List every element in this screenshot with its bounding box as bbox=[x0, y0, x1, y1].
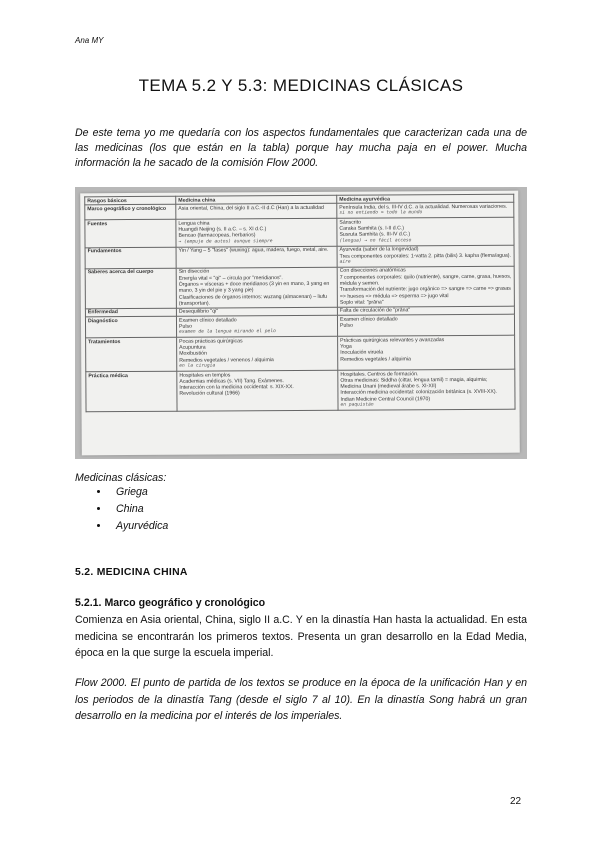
cell-line: Soplo vital: "prāna" bbox=[339, 299, 384, 306]
cell-line: Academias médicas (s. VII) Tang. Exámenes. bbox=[179, 377, 284, 385]
cell-line: Pocas prácticas quirúrgicas bbox=[179, 338, 243, 345]
cell-line: Acupuntura bbox=[179, 344, 206, 351]
page-number: 22 bbox=[510, 796, 522, 807]
list-item: • Griega bbox=[110, 484, 168, 501]
cell-medicina-ayurvedica bbox=[337, 203, 514, 219]
cell-line: Prácticas quirúrgicas relevantes y avanzadas bbox=[340, 336, 445, 344]
cell-line: Interacción medicina occidental: colonización británica (s. XVIII-XX). Indian Medicine Central Council (1970) bbox=[340, 389, 498, 403]
cell-line: Península India, del s. III-IV d.C. a la actualidad. Numerosas variaciones. bbox=[339, 203, 508, 211]
cell-line: Hospitales en templos bbox=[179, 371, 231, 379]
cell-line: Interacción con la medicina occidental: s. XIX-XX. bbox=[179, 384, 294, 391]
table-row bbox=[86, 335, 515, 371]
cell-line: Otras medicinas: Siddha (cittar, lengua tamil) = magia, alquimia; bbox=[340, 376, 488, 384]
cell-medicina-ayurvedica bbox=[338, 335, 515, 370]
section-paragraph: Comienza en Asia oriental, China, siglo II a.C. Y en la dinastía Han hasta la actualidad. En esta medicina se encontrarán los primeros textos. Presenta un gran desarrollo en la Edad Media, época en la que surge la escuela imperial. bbox=[75, 614, 527, 659]
cell-medicina-china bbox=[176, 204, 337, 220]
cell-line: Energía vital = "qi" – circula por "meridianos". bbox=[178, 274, 283, 282]
table-row bbox=[85, 217, 514, 247]
cell-line: Hospitales. Centros de formación. bbox=[340, 370, 419, 378]
row-label: Marco geográfico y cronológico bbox=[85, 205, 176, 220]
cell-line: Susruta Samhita (s. III-IV d.C.) bbox=[339, 231, 411, 239]
cell-medicina-china bbox=[177, 370, 338, 411]
cell-line: Sin disección bbox=[178, 268, 210, 276]
cell-line: Remedios vegetales / alquimia bbox=[340, 356, 411, 363]
row-label: Saberes acerca del cuerpo bbox=[85, 268, 176, 309]
cell-line: Medicina Unani (medieval árabe s. XI-XII) bbox=[340, 383, 437, 390]
section-subheading: 5.2.1. Marco geográfico y cronológico bbox=[75, 597, 266, 609]
section-paragraph-flow: Flow 2000. El punto de partida de los textos se produce en la época de la unificación Han y en los periodos de la dinastía Tang (desde el siglo 7 al 10). En la dinastía Song habrá un gran desarrollo en la medicina por el interés de los imperiales. bbox=[75, 677, 527, 722]
cell-line: Lengua china bbox=[178, 220, 210, 227]
table-header-cell: Medicina china bbox=[176, 195, 337, 204]
table-row bbox=[85, 245, 514, 269]
handwritten-note: en la cirugía bbox=[179, 363, 216, 369]
cell-line: Revolución cultural (1966) bbox=[179, 390, 240, 398]
cell-line: Ayurveda (saber de la longevidad) bbox=[339, 246, 419, 253]
medicine-comparison-table bbox=[84, 194, 515, 413]
table-row bbox=[85, 314, 514, 338]
list-item: • China bbox=[110, 501, 168, 518]
table-photo bbox=[75, 187, 527, 459]
cell-line: Desequilibrio "qi" bbox=[178, 308, 219, 316]
cell-line: Examen clínico detallado bbox=[178, 317, 237, 324]
table-header-cell: Medicina ayurvédica bbox=[337, 194, 514, 204]
cell-line: Tres componentes corporales: 1-vatta 2. pitta (bilis) 3. kapha (flema/agua). bbox=[339, 252, 511, 260]
cell-medicina-ayurvedica bbox=[337, 314, 514, 336]
cell-line: Pulso bbox=[179, 323, 193, 330]
cell-line: Órganos = vísceras + doce meridianos (3 yin en mano, 3 yang en mano, 3 yin del pie y 3 yang pie) bbox=[178, 280, 330, 294]
cell-line: Sánscrito bbox=[339, 219, 362, 226]
photo-paper bbox=[80, 191, 520, 456]
row-label: Enfermedad bbox=[85, 308, 176, 317]
cell-medicina-china bbox=[176, 315, 337, 337]
cell-medicina-china bbox=[177, 337, 338, 372]
author-header: Ana MY bbox=[75, 36, 104, 45]
section-heading: 5.2. MEDICINA CHINA bbox=[75, 567, 188, 578]
cell-line: Huangdi Neijing (s. II a.C. – s. XI d.C.) bbox=[178, 226, 267, 233]
handwritten-note: si no entiendo = todo la mundo bbox=[339, 210, 423, 217]
handwritten-note: → (empuje de autos) aunque siempre bbox=[178, 238, 273, 245]
cell-line: Falta de circulación de "prāna" bbox=[339, 307, 411, 315]
cell-line: Caraka Samhita (s. I-II d.C.) bbox=[339, 225, 405, 232]
cell-medicina-ayurvedica bbox=[337, 217, 514, 245]
row-label: Diagnóstico bbox=[85, 316, 176, 338]
table-header-cell: Rasgos básicos bbox=[85, 196, 176, 205]
cell-line: Transformación del nutriente: jugo orgánico => sangre => carne => grasas => huesos => médula => esperma => jugo vital bbox=[339, 285, 511, 300]
row-label: Práctica médica bbox=[86, 371, 177, 412]
row-label: Tratamientos bbox=[86, 338, 177, 372]
cell-medicina-china bbox=[176, 219, 337, 247]
handwritten-note: (lengua) → no fácil acceso bbox=[339, 238, 412, 244]
cell-line: Inoculación viruela bbox=[340, 349, 384, 357]
cell-medicina-china bbox=[176, 267, 337, 308]
cell-line: Remedios vegetales / venenos / alquimia bbox=[179, 356, 274, 364]
cell-line: 7 componentes corporales: quilo (nutriente), sangre, carne, grasa, huesos, médula y semen. bbox=[339, 273, 512, 287]
cell-medicina-ayurvedica bbox=[337, 245, 514, 267]
table-row bbox=[86, 369, 515, 412]
cell-medicina-ayurvedica bbox=[338, 369, 515, 410]
page-title: TEMA 5.2 Y 5.3: MEDICINAS CLÁSICAS bbox=[138, 76, 464, 95]
handwritten-note: en paquistán bbox=[340, 402, 374, 408]
handwritten-note: examen de la lengua mirando el pelo bbox=[179, 329, 276, 336]
cell-line: Yin / Yang – 5 "fases" (wuxing): agua, madera, fuego, metal, aire. bbox=[178, 247, 329, 254]
cell-line: Moxibustión bbox=[179, 351, 207, 358]
row-label: Fundamentos bbox=[85, 247, 176, 269]
handwritten-note: aire bbox=[339, 259, 351, 265]
list-item: • Ayurvédica bbox=[110, 518, 168, 535]
table-row bbox=[85, 266, 514, 309]
row-label: Fuentes bbox=[85, 220, 176, 248]
cell-line: Pulso bbox=[339, 322, 354, 329]
cell-line: Con disecciones anatómicas bbox=[339, 267, 406, 275]
cell-line: Bencao (farmacopeas, herbarios) bbox=[178, 232, 256, 240]
intro-paragraph: De este tema yo me quedaría con los aspectos fundamentales que caracterizan cada una de las medicinas (los que están en la tabla) porque hay mucha paja en el power. Mucha información la he sacado de la comisión Flow 2000. bbox=[75, 127, 527, 169]
medicinas-list bbox=[85, 484, 168, 535]
cell-line: Yoga bbox=[340, 343, 352, 350]
cell-medicina-ayurvedica bbox=[337, 266, 514, 307]
medicinas-label: Medicinas clásicas: bbox=[75, 472, 167, 484]
cell-medicina-china bbox=[176, 246, 337, 268]
cell-line: Clasificaciones de órganos internos: wuzang (almacenan) – liufu (transportan). bbox=[178, 293, 328, 307]
cell-line: Asia oriental, China, del siglo II a.C.-II d.C (Han) a la actualidad bbox=[178, 204, 324, 212]
cell-line: Examen clínico detallado bbox=[339, 316, 398, 323]
